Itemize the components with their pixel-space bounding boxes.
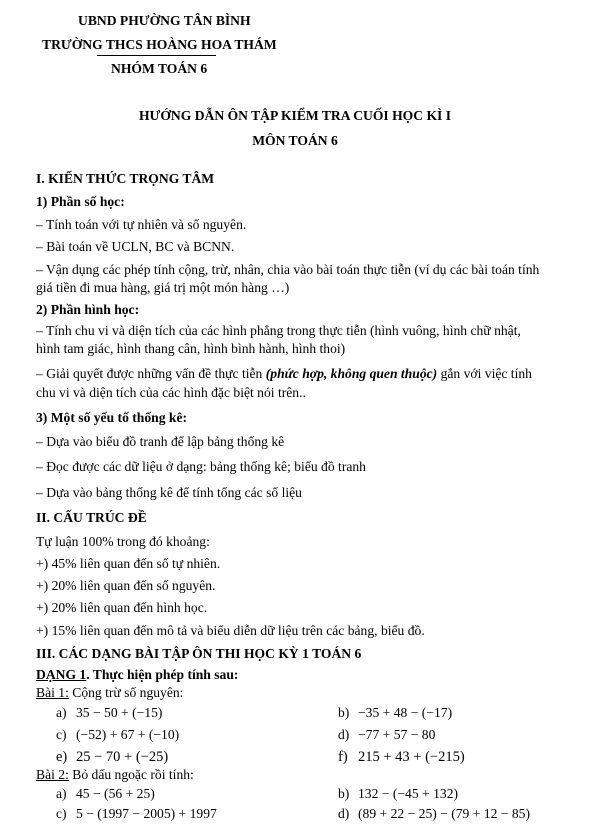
- exercise-expression: 132 − (−45 + 132): [358, 786, 459, 801]
- exercise-item: [338, 806, 530, 822]
- structure-item: +) 20% liên quan đến số nguyên.: [36, 578, 216, 593]
- part2-solve-cont: chu vi và diện tích của các hình đặc biệt nói trên..: [36, 385, 306, 400]
- part1-item: – Tính toán với tự nhiên và số nguyên.: [36, 217, 247, 232]
- section2-heading: II. CẤU TRÚC ĐỀ: [36, 510, 147, 525]
- exercise-expression: 5 − (1997 − 2005) + 1997: [76, 806, 217, 821]
- exercise-item: [56, 727, 179, 743]
- exercise-expression: −77 + 57 − 80: [358, 727, 436, 742]
- part2-heading: 2) Phần hình học:: [36, 302, 140, 317]
- exercise-label: f): [338, 749, 348, 765]
- part1-heading: 1) Phần số học:: [36, 194, 125, 209]
- exercise-item: [56, 749, 168, 766]
- exercise-item: [56, 806, 217, 822]
- part2-solve: [36, 366, 532, 382]
- doc-subtitle: MÔN TOÁN 6: [252, 133, 338, 148]
- exercise-label: d): [338, 727, 350, 742]
- exercise-label: b): [338, 705, 350, 720]
- section2-intro: Tự luận 100% trong đó khoảng:: [36, 534, 210, 549]
- exercise-expression: 45 − (56 + 25): [76, 786, 155, 801]
- school-name: [42, 37, 277, 53]
- exercise-label: b): [338, 786, 350, 801]
- exercise-label: c): [56, 806, 67, 821]
- exercise-expression: 25 − 70 + (−25): [76, 749, 169, 765]
- group-name: NHÓM TOÁN 6: [111, 61, 208, 76]
- exercise-item: [338, 749, 465, 766]
- structure-item: +) 15% liên quan đến mô tả và biểu diễn dữ liệu trên các bảng, biểu đồ.: [36, 623, 425, 638]
- school-name-text: TRƯỜNG THCS HOÀNG HOA THÁM: [42, 37, 277, 52]
- part1-item-cont: giá tiền đi mua hàng, giá trị một món hàng …): [36, 280, 290, 295]
- section3-heading: III. CÁC DẠNG BÀI TẬP ÔN THI HỌC KỲ 1 TOÁN 6: [36, 646, 362, 661]
- part3-item: – Dựa vào biểu đồ tranh để lập bảng thống kê: [36, 434, 285, 449]
- exercise-label: c): [56, 727, 67, 742]
- bai1-heading: [36, 685, 183, 701]
- bai2-text: Bỏ dấu ngoặc rồi tính:: [68, 767, 194, 782]
- exercise-expression: 215 + 43 + (−215): [358, 749, 465, 765]
- exercise-item: [338, 705, 452, 721]
- exercise-label: d): [338, 806, 350, 821]
- structure-item: +) 45% liên quan đến số tự nhiên.: [36, 556, 221, 571]
- bai1-label: Bài 1:: [36, 685, 69, 700]
- bai1-text: Cộng trừ số nguyên:: [68, 685, 184, 700]
- org-name: UBND PHƯỜNG TÂN BÌNH: [78, 13, 251, 28]
- part2-item-cont: hình tam giác, hình thang cân, hình bình hành, hình thoi): [36, 341, 346, 356]
- dang1-text: . Thực hiện phép tính sau:: [86, 667, 239, 682]
- exercise-item: [56, 705, 162, 721]
- part2-solve-post: gắn với việc tính: [437, 366, 532, 381]
- exercise-expression: (89 + 22 − 25) − (79 + 12 − 85): [358, 806, 530, 821]
- doc-title: HƯỚNG DẪN ÔN TẬP KIỂM TRA CUỐI HỌC KÌ I: [138, 108, 452, 123]
- part3-item: – Dựa vào bảng thống kê để tính tổng các số liệu: [36, 485, 302, 500]
- bai2-heading: [36, 767, 194, 783]
- structure-item: +) 20% liên quan đến hình học.: [36, 600, 208, 615]
- bai2-label: Bài 2:: [36, 767, 69, 782]
- exercise-label: a): [56, 705, 67, 720]
- part2-solve-emphasis: (phức hợp, không quen thuộc): [265, 366, 438, 381]
- dang1-label: DẠNG 1: [36, 667, 87, 682]
- exercise-item: [338, 786, 458, 802]
- exercise-label: e): [56, 749, 68, 765]
- part1-item: – Vận dụng các phép tính cộng, trừ, nhân, chia vào bài toán thực tiễn (ví dụ các bài toán tính: [36, 262, 540, 277]
- exercise-item: [56, 786, 155, 802]
- part3-heading: 3) Một số yếu tố thống kê:: [36, 410, 188, 425]
- exercise-label: a): [56, 786, 67, 801]
- school-underline: [97, 55, 216, 56]
- part2-solve-pre: – Giải quyết được những vấn đề thực tiễn: [36, 366, 266, 381]
- exercise-expression: −35 + 48 − (−17): [358, 705, 453, 720]
- exercise-item: [338, 727, 435, 743]
- exercise-expression: (−52) + 67 + (−10): [76, 727, 180, 742]
- dang1-heading: [36, 667, 238, 683]
- part1-item: – Bài toán về UCLN, BC và BCNN.: [36, 239, 235, 254]
- part2-item: – Tính chu vi và diện tích của các hình phẳng trong thực tiễn (hình vuông, hình chữ nhật,: [36, 323, 521, 338]
- part3-item: – Đọc được các dữ liệu ở dạng: bảng thống kê; biểu đồ tranh: [36, 459, 366, 474]
- section1-heading: I. KIẾN THỨC TRỌNG TÂM: [36, 171, 215, 186]
- exercise-expression: 35 − 50 + (−15): [76, 705, 163, 720]
